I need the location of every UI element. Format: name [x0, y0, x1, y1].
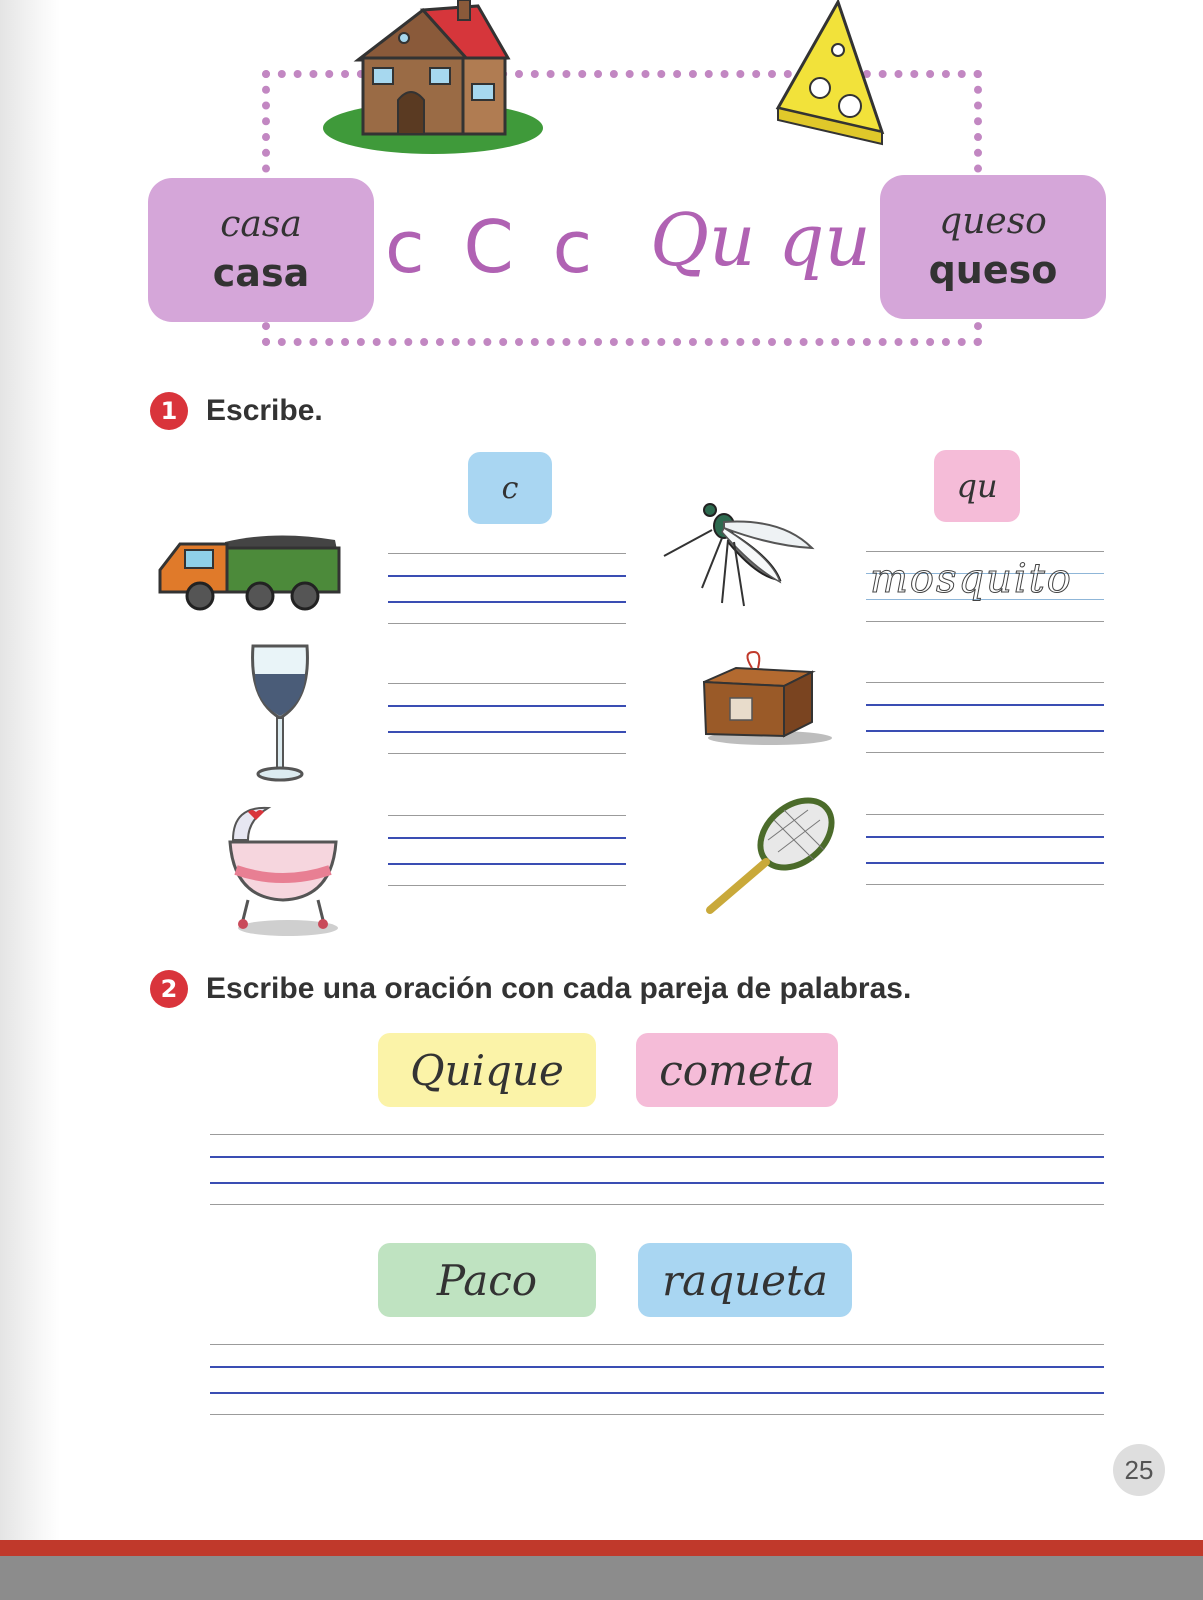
page-binding-shadow	[0, 0, 60, 1600]
bottom-scan-edge	[0, 1556, 1203, 1600]
casa-print: casa	[212, 250, 310, 295]
column-qu-tag: qu	[934, 450, 1020, 522]
writing-lines-c-1[interactable]	[388, 553, 626, 625]
wine-glass-icon	[245, 640, 315, 785]
queso-card	[880, 175, 1106, 319]
casa-cursive: casa	[220, 204, 302, 246]
step-badge-1: 1	[150, 392, 188, 430]
step-badge-2: 2	[150, 970, 188, 1008]
racket-icon	[696, 790, 846, 920]
exercise-2-instruction: Escribe una oración con cada pareja de palabras.	[206, 972, 912, 1005]
word-pill-paco: Paco	[378, 1243, 596, 1317]
writing-lines-c-3[interactable]	[388, 815, 626, 887]
cheese-icon	[770, 0, 900, 150]
exercise-2-heading	[150, 970, 911, 1008]
word-pill-quique: Quique	[378, 1033, 596, 1107]
queso-cursive: queso	[939, 201, 1047, 243]
letters-c: c C c	[385, 205, 601, 289]
bottom-color-band	[0, 1540, 1203, 1556]
word-pill-raqueta: raqueta	[638, 1243, 852, 1317]
word-pill-cometa: cometa	[636, 1033, 838, 1107]
mosquito-icon	[662, 498, 827, 613]
letters-qu: Qu qu	[650, 198, 871, 282]
cradle-icon	[218, 800, 343, 940]
queso-print: queso	[928, 247, 1058, 292]
column-c-tag: c	[468, 452, 552, 524]
page-number: 25	[1113, 1444, 1165, 1496]
writing-lines-qu-2[interactable]	[866, 682, 1104, 754]
sentence-lines-2[interactable]	[210, 1344, 1104, 1416]
exercise-1-heading	[150, 392, 323, 430]
traced-word-mosquito: mosquito	[870, 556, 1073, 602]
truck-icon	[155, 530, 370, 615]
casa-card	[148, 178, 374, 322]
writing-lines-qu-3[interactable]	[866, 814, 1104, 886]
exercise-1-instruction: Escribe.	[206, 394, 323, 427]
package-icon	[700, 648, 838, 748]
house-icon	[318, 0, 548, 160]
sentence-lines-1[interactable]	[210, 1134, 1104, 1206]
writing-lines-c-2[interactable]	[388, 683, 626, 755]
